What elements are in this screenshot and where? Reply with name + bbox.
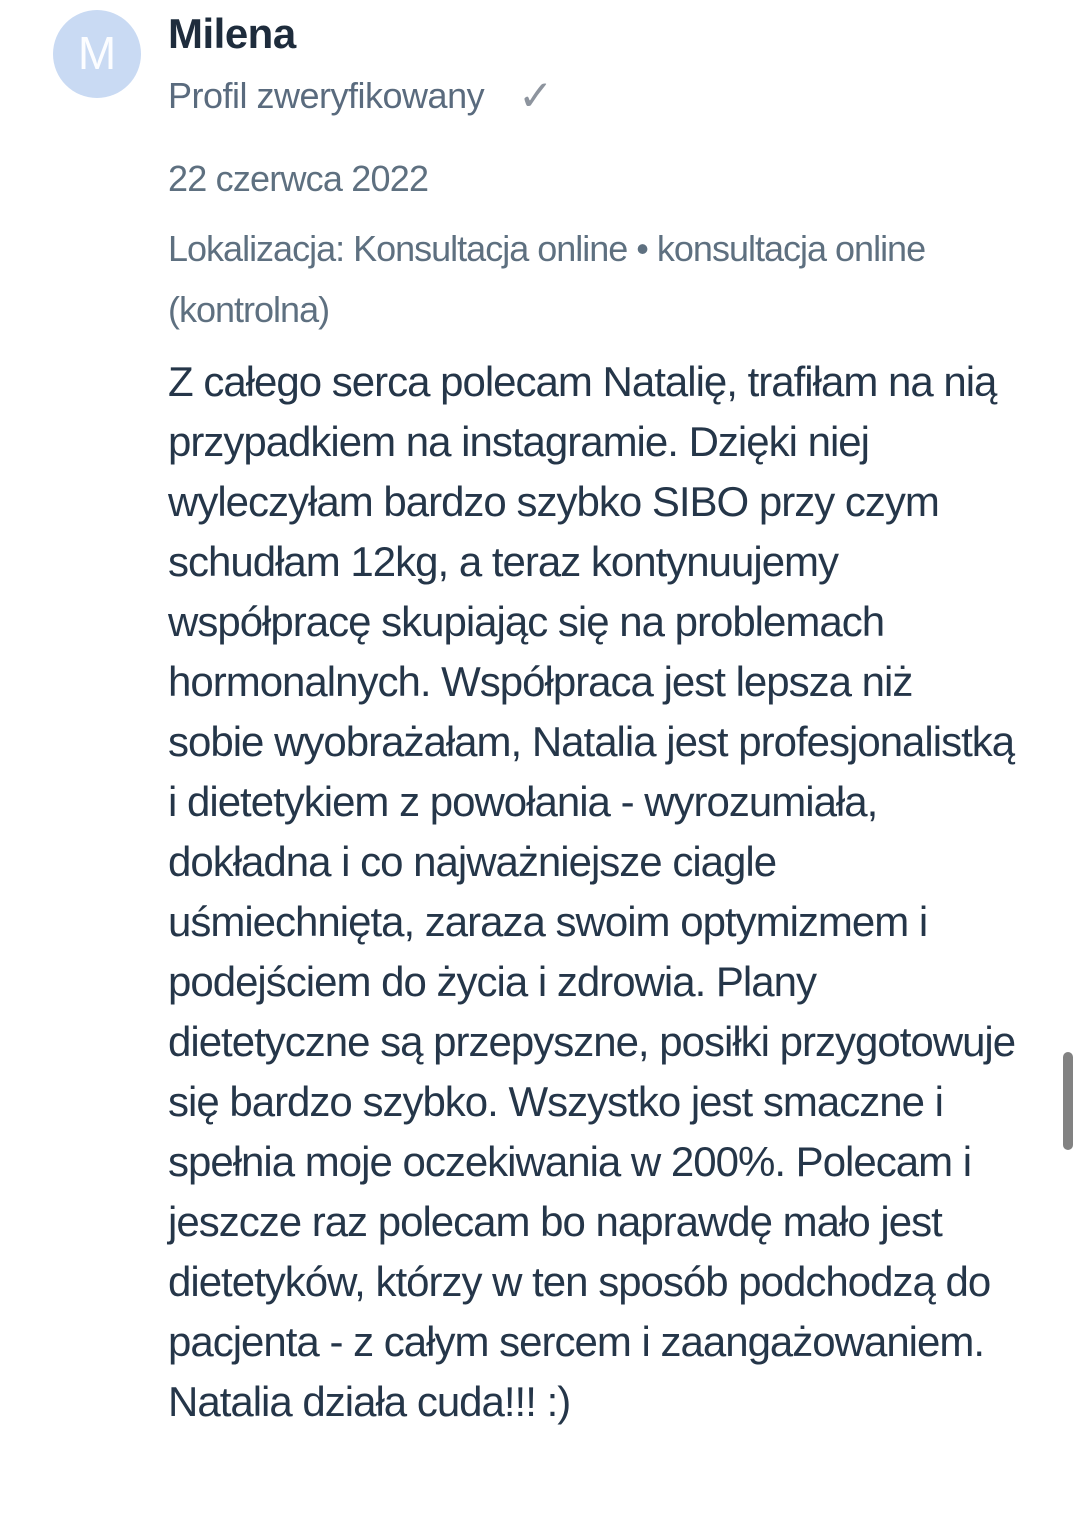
author-name: Milena <box>168 10 296 57</box>
review-location: Lokalizacja: Konsultacja online • konsultacja online (kontrolna) <box>168 228 926 330</box>
avatar <box>53 10 141 98</box>
verified-label: Profil zweryfikowany <box>168 75 485 116</box>
scrollbar-thumb[interactable] <box>1063 1052 1073 1150</box>
verified-check-icon: ✓ <box>518 72 553 119</box>
review-body: Z całego serca polecam Natalię, trafiłam na nią przypadkiem na instagramie. Dzięki niej wyleczyłam bardzo szybko SIBO przy czym schudłam 12kg, a teraz kontynuujemy współpracę skupiając się na problemach hormonalnych. Współpraca jest lepsza niż sobie wyobrażałam, Natalia jest profesjonalistką i dietetykiem z powołania - wyrozumiała, dokładna i co najważniejsze ciagle uśmiechnięta, zaraza swoim optymizmem i podejściem do życia i zdrowia. Plany dietetyczne są przepyszne, posiłki przygotowuje się bardzo szybko. Wszystko jest smaczne i spełnia moje oczekiwania w 200%. Polecam i jeszcze raz polecam bo naprawdę mało jest dietetyków, którzy w ten sposób podchodzą do pacjenta - z całym sercem i zaangażowaniem. Natalia działa cuda!!! :) <box>168 358 1016 1425</box>
verified-row <box>168 74 553 118</box>
avatar-initial: M <box>77 27 117 79</box>
review-date: 22 czerwca 2022 <box>168 158 429 199</box>
